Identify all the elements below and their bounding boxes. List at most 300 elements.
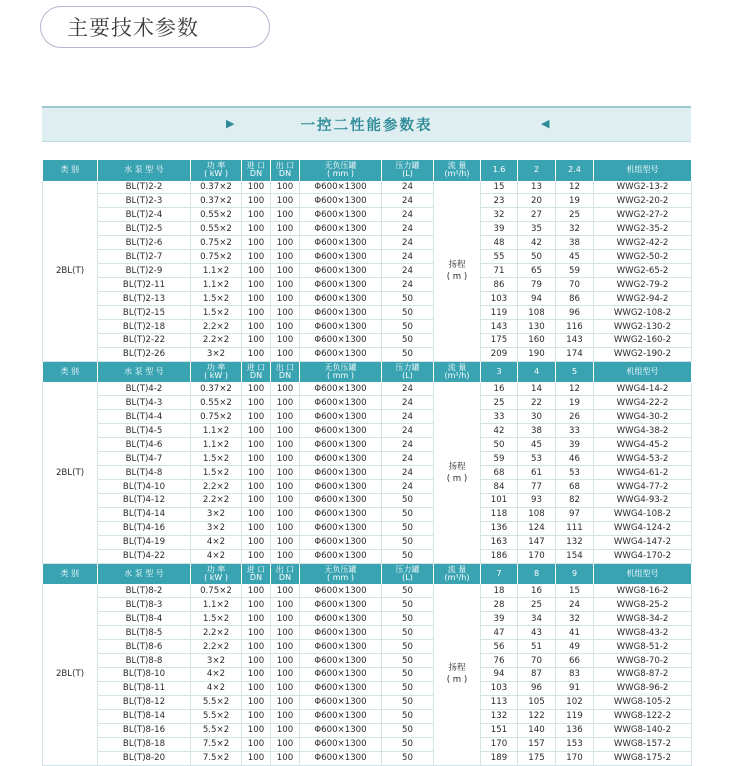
head-value-cell: 71 <box>481 264 518 278</box>
unit-model-cell: WWG4-38-2 <box>594 424 692 438</box>
model-cell: BL(T)8-20 <box>98 751 191 765</box>
tank-cell: Φ600×1300 <box>300 654 382 668</box>
power-cell: 0.55×2 <box>191 396 242 410</box>
pressure-tank-cell: 24 <box>382 222 434 236</box>
tank-cell: Φ600×1300 <box>300 236 382 250</box>
head-value-cell: 34 <box>518 612 556 626</box>
tank-cell: Φ600×1300 <box>300 480 382 494</box>
header-tank-label: 无负压罐 <box>324 160 357 170</box>
power-cell: 4×2 <box>191 681 242 695</box>
head-value-cell: 59 <box>556 264 594 278</box>
head-value-cell: 13 <box>518 181 556 194</box>
table-row <box>43 521 692 535</box>
header-inlet <box>242 361 271 382</box>
table-row <box>43 480 692 494</box>
head-value-cell: 47 <box>481 626 518 640</box>
header-flow-unit: (m³/h) <box>444 371 470 381</box>
head-value-cell: 53 <box>518 452 556 466</box>
header-inlet-unit: DN <box>249 371 263 381</box>
model-cell: BL(T)2-5 <box>98 222 191 236</box>
power-cell: 1.5×2 <box>191 466 242 480</box>
head-value-cell: 86 <box>481 278 518 292</box>
outlet-cell: 100 <box>271 695 300 709</box>
outlet-cell: 100 <box>271 208 300 222</box>
table-row <box>43 264 692 278</box>
pressure-tank-cell: 24 <box>382 208 434 222</box>
power-cell: 2.2×2 <box>191 480 242 494</box>
pressure-tank-cell: 24 <box>382 264 434 278</box>
model-cell: BL(T)4-19 <box>98 535 191 549</box>
tank-cell: Φ600×1300 <box>300 466 382 480</box>
pressure-tank-cell: 50 <box>382 612 434 626</box>
inlet-cell: 100 <box>242 695 271 709</box>
outlet-cell: 100 <box>271 264 300 278</box>
header-outlet <box>271 361 300 382</box>
tank-cell: Φ600×1300 <box>300 347 382 361</box>
header-tank <box>300 563 382 584</box>
arrow-left-icon: ◀ <box>541 117 550 130</box>
header-model-label: 水 泵 型 号 <box>124 366 164 376</box>
tank-cell: Φ600×1300 <box>300 292 382 306</box>
head-value-cell: 143 <box>556 333 594 347</box>
model-cell: BL(T)8-18 <box>98 737 191 751</box>
model-cell: BL(T)8-11 <box>98 681 191 695</box>
pressure-tank-cell: 50 <box>382 737 434 751</box>
header-model <box>98 563 191 584</box>
outlet-cell: 100 <box>271 382 300 395</box>
head-value-cell: 119 <box>481 306 518 320</box>
tank-cell: Φ600×1300 <box>300 396 382 410</box>
head-value-cell: 157 <box>518 737 556 751</box>
pressure-tank-cell: 50 <box>382 668 434 682</box>
table-row <box>43 452 692 466</box>
header-flow-unit: (m³/h) <box>444 169 470 179</box>
unit-model-cell: WWG8-34-2 <box>594 612 692 626</box>
head-value-cell: 33 <box>556 424 594 438</box>
page-title: 主要技术参数 <box>40 6 270 48</box>
pressure-tank-cell: 50 <box>382 626 434 640</box>
model-cell: BL(T)4-16 <box>98 521 191 535</box>
model-cell: BL(T)4-6 <box>98 438 191 452</box>
unit-model-cell: WWG4-22-2 <box>594 396 692 410</box>
unit-model-cell: WWG8-96-2 <box>594 681 692 695</box>
outlet-cell: 100 <box>271 236 300 250</box>
unit-model-cell: WWG4-124-2 <box>594 521 692 535</box>
table-row <box>43 396 692 410</box>
tank-cell: Φ600×1300 <box>300 709 382 723</box>
head-value-cell: 66 <box>556 654 594 668</box>
tank-cell: Φ600×1300 <box>300 695 382 709</box>
header-outlet <box>271 160 300 181</box>
model-cell: BL(T)2-18 <box>98 320 191 334</box>
head-value-cell: 68 <box>481 466 518 480</box>
power-cell: 1.5×2 <box>191 612 242 626</box>
power-cell: 4×2 <box>191 535 242 549</box>
inlet-cell: 100 <box>242 396 271 410</box>
head-value-cell: 12 <box>556 382 594 395</box>
unit-model-cell: WWG4-108-2 <box>594 507 692 521</box>
outlet-cell: 100 <box>271 737 300 751</box>
pressure-tank-cell: 24 <box>382 480 434 494</box>
head-value-cell: 84 <box>481 480 518 494</box>
head-value-cell: 42 <box>518 236 556 250</box>
tank-cell: Φ600×1300 <box>300 222 382 236</box>
head-value-cell: 20 <box>518 194 556 208</box>
header-outlet-label: 出 口 <box>275 362 295 372</box>
pressure-tank-cell: 24 <box>382 278 434 292</box>
outlet-cell: 100 <box>271 306 300 320</box>
model-cell: BL(T)8-5 <box>98 626 191 640</box>
power-cell: 2.2×2 <box>191 333 242 347</box>
unit-model-cell: WWG4-30-2 <box>594 410 692 424</box>
power-cell: 1.1×2 <box>191 264 242 278</box>
outlet-cell: 100 <box>271 494 300 508</box>
header-power <box>191 160 242 181</box>
head-value-cell: 143 <box>481 320 518 334</box>
head-value-cell: 190 <box>518 347 556 361</box>
inlet-cell: 100 <box>242 737 271 751</box>
head-value-cell: 160 <box>518 333 556 347</box>
outlet-cell: 100 <box>271 396 300 410</box>
header-category-label: 类 别 <box>60 165 80 174</box>
tank-cell: Φ600×1300 <box>300 737 382 751</box>
pressure-tank-cell: 24 <box>382 250 434 264</box>
table-row <box>43 438 692 452</box>
outlet-cell: 100 <box>271 410 300 424</box>
table-row <box>43 382 692 395</box>
header-pressure-tank-unit: (L) <box>402 573 413 583</box>
header-inlet-unit: DN <box>249 169 263 179</box>
head-value-cell: 45 <box>518 438 556 452</box>
unit-model-cell: WWG2-79-2 <box>594 278 692 292</box>
outlet-cell: 100 <box>271 584 300 597</box>
inlet-cell: 100 <box>242 598 271 612</box>
lift-unit: ( m ) <box>446 675 468 686</box>
head-value-cell: 101 <box>481 494 518 508</box>
pressure-tank-cell: 50 <box>382 292 434 306</box>
header-pressure-tank <box>382 563 434 584</box>
model-cell: BL(T)2-7 <box>98 250 191 264</box>
head-value-cell: 30 <box>518 410 556 424</box>
model-cell: BL(T)8-10 <box>98 668 191 682</box>
header-inlet-label: 进 口 <box>246 160 266 170</box>
power-cell: 3×2 <box>191 654 242 668</box>
head-value-cell: 97 <box>556 507 594 521</box>
inlet-cell: 100 <box>242 640 271 654</box>
header-inlet-label: 进 口 <box>246 564 266 574</box>
lift-label: 扬程 <box>448 259 466 270</box>
power-cell: 1.1×2 <box>191 424 242 438</box>
header-outlet <box>271 563 300 584</box>
power-cell: 2.2×2 <box>191 640 242 654</box>
inlet-cell: 100 <box>242 709 271 723</box>
head-value-cell: 147 <box>518 535 556 549</box>
head-value-cell: 24 <box>556 598 594 612</box>
pressure-tank-cell: 50 <box>382 654 434 668</box>
unit-model-cell: WWG4-77-2 <box>594 480 692 494</box>
head-value-cell: 91 <box>556 681 594 695</box>
tank-cell: Φ600×1300 <box>300 626 382 640</box>
unit-model-cell: WWG8-16-2 <box>594 584 692 597</box>
head-value-cell: 108 <box>518 507 556 521</box>
model-cell: BL(T)4-10 <box>98 480 191 494</box>
head-value-cell: 50 <box>518 250 556 264</box>
table-row <box>43 709 692 723</box>
model-cell: BL(T)4-12 <box>98 494 191 508</box>
power-cell: 0.37×2 <box>191 194 242 208</box>
header-tank-unit: ( mm ) <box>327 169 354 179</box>
model-cell: BL(T)2-4 <box>98 208 191 222</box>
header-category-label: 类 别 <box>60 568 80 578</box>
head-value-cell: 38 <box>556 236 594 250</box>
inlet-cell: 100 <box>242 626 271 640</box>
head-value-cell: 124 <box>518 521 556 535</box>
pressure-tank-cell: 50 <box>382 507 434 521</box>
inlet-cell: 100 <box>242 466 271 480</box>
model-cell: BL(T)2-13 <box>98 292 191 306</box>
table-row <box>43 612 692 626</box>
head-value-cell: 94 <box>481 668 518 682</box>
tank-cell: Φ600×1300 <box>300 208 382 222</box>
inlet-cell: 100 <box>242 424 271 438</box>
head-value-cell: 16 <box>518 584 556 597</box>
power-cell: 3×2 <box>191 347 242 361</box>
pressure-tank-cell: 50 <box>382 535 434 549</box>
inlet-cell: 100 <box>242 681 271 695</box>
model-cell: BL(T)8-16 <box>98 723 191 737</box>
head-value-cell: 42 <box>481 424 518 438</box>
head-value-cell: 55 <box>481 250 518 264</box>
table-row <box>43 549 692 563</box>
inlet-cell: 100 <box>242 194 271 208</box>
header-model <box>98 160 191 181</box>
inlet-cell: 100 <box>242 382 271 395</box>
lift-cell <box>434 584 481 765</box>
tank-cell: Φ600×1300 <box>300 438 382 452</box>
tank-cell: Φ600×1300 <box>300 194 382 208</box>
outlet-cell: 100 <box>271 466 300 480</box>
head-value-cell: 23 <box>481 194 518 208</box>
power-cell: 1.5×2 <box>191 452 242 466</box>
table-row <box>43 424 692 438</box>
header-flow-value: 3 <box>481 361 518 382</box>
table-row <box>43 306 692 320</box>
header-flow <box>434 361 481 382</box>
inlet-cell: 100 <box>242 452 271 466</box>
outlet-cell: 100 <box>271 222 300 236</box>
head-value-cell: 27 <box>518 208 556 222</box>
header-outlet-label: 出 口 <box>275 160 295 170</box>
header-category <box>43 563 98 584</box>
head-value-cell: 209 <box>481 347 518 361</box>
head-value-cell: 15 <box>556 584 594 597</box>
header-flow <box>434 563 481 584</box>
head-value-cell: 119 <box>556 709 594 723</box>
table-row <box>43 466 692 480</box>
tank-cell: Φ600×1300 <box>300 410 382 424</box>
lift-cell <box>434 382 481 563</box>
table-row <box>43 208 692 222</box>
header-power-unit: ( kW ) <box>204 573 228 583</box>
table-row <box>43 535 692 549</box>
header-flow-label: 流 量 <box>447 160 467 170</box>
head-value-cell: 122 <box>518 709 556 723</box>
head-value-cell: 118 <box>481 507 518 521</box>
head-value-cell: 175 <box>481 333 518 347</box>
tank-cell: Φ600×1300 <box>300 306 382 320</box>
power-cell: 1.1×2 <box>191 598 242 612</box>
unit-model-cell: WWG2-190-2 <box>594 347 692 361</box>
head-value-cell: 19 <box>556 396 594 410</box>
outlet-cell: 100 <box>271 668 300 682</box>
table-row <box>43 278 692 292</box>
inlet-cell: 100 <box>242 222 271 236</box>
head-value-cell: 53 <box>556 466 594 480</box>
header-flow-label: 流 量 <box>447 564 467 574</box>
head-value-cell: 41 <box>556 626 594 640</box>
header-flow-value: 8 <box>518 563 556 584</box>
power-cell: 1.1×2 <box>191 438 242 452</box>
outlet-cell: 100 <box>271 424 300 438</box>
lift-unit: ( m ) <box>446 473 468 484</box>
header-tank-label: 无负压罐 <box>324 362 357 372</box>
head-value-cell: 25 <box>556 208 594 222</box>
inlet-cell: 100 <box>242 654 271 668</box>
tank-cell: Φ600×1300 <box>300 521 382 535</box>
header-inlet-label: 进 口 <box>246 362 266 372</box>
head-value-cell: 94 <box>518 292 556 306</box>
power-cell: 1.1×2 <box>191 278 242 292</box>
pressure-tank-cell: 24 <box>382 424 434 438</box>
inlet-cell: 100 <box>242 306 271 320</box>
power-cell: 0.75×2 <box>191 250 242 264</box>
pressure-tank-cell: 24 <box>382 438 434 452</box>
tank-cell: Φ600×1300 <box>300 751 382 765</box>
header-tank-unit: ( mm ) <box>327 371 354 381</box>
tank-cell: Φ600×1300 <box>300 494 382 508</box>
outlet-cell: 100 <box>271 751 300 765</box>
model-cell: BL(T)8-3 <box>98 598 191 612</box>
power-cell: 2.2×2 <box>191 626 242 640</box>
unit-model-cell: WWG2-94-2 <box>594 292 692 306</box>
pressure-tank-cell: 24 <box>382 236 434 250</box>
pressure-tank-cell: 50 <box>382 584 434 597</box>
unit-model-cell: WWG2-13-2 <box>594 181 692 194</box>
power-cell: 0.75×2 <box>191 236 242 250</box>
pressure-tank-cell: 50 <box>382 695 434 709</box>
outlet-cell: 100 <box>271 480 300 494</box>
head-value-cell: 56 <box>481 640 518 654</box>
tank-cell: Φ600×1300 <box>300 584 382 597</box>
table-title: 一控二性能参数表 <box>300 118 433 134</box>
model-cell: BL(T)2-22 <box>98 333 191 347</box>
table-row <box>43 668 692 682</box>
head-value-cell: 130 <box>518 320 556 334</box>
header-pressure-tank-label: 压力罐 <box>395 362 420 372</box>
pressure-tank-cell: 50 <box>382 640 434 654</box>
tank-cell: Φ600×1300 <box>300 640 382 654</box>
head-value-cell: 25 <box>481 396 518 410</box>
model-cell: BL(T)4-3 <box>98 396 191 410</box>
head-value-cell: 170 <box>518 549 556 563</box>
unit-model-cell: WWG8-51-2 <box>594 640 692 654</box>
tank-cell: Φ600×1300 <box>300 250 382 264</box>
outlet-cell: 100 <box>271 194 300 208</box>
outlet-cell: 100 <box>271 723 300 737</box>
head-value-cell: 77 <box>518 480 556 494</box>
head-value-cell: 46 <box>556 452 594 466</box>
power-cell: 1.5×2 <box>191 306 242 320</box>
inlet-cell: 100 <box>242 236 271 250</box>
header-unit-model <box>594 563 692 584</box>
header-flow-label: 流 量 <box>447 362 467 372</box>
unit-model-cell: WWG2-160-2 <box>594 333 692 347</box>
tank-cell: Φ600×1300 <box>300 535 382 549</box>
table-row <box>43 194 692 208</box>
table-row <box>43 250 692 264</box>
tank-cell: Φ600×1300 <box>300 681 382 695</box>
head-value-cell: 86 <box>556 292 594 306</box>
table-row <box>43 681 692 695</box>
power-cell: 0.75×2 <box>191 584 242 597</box>
header-outlet-unit: DN <box>278 573 292 583</box>
header-pressure-tank-label: 压力罐 <box>395 564 420 574</box>
table-row <box>43 222 692 236</box>
head-value-cell: 28 <box>481 598 518 612</box>
header-tank <box>300 361 382 382</box>
inlet-cell: 100 <box>242 347 271 361</box>
header-flow-value: 5 <box>556 361 594 382</box>
category-cell: 2BL(T) <box>43 382 98 563</box>
outlet-cell: 100 <box>271 438 300 452</box>
model-cell: BL(T)8-8 <box>98 654 191 668</box>
pressure-tank-cell: 24 <box>382 410 434 424</box>
header-power-label: 功 率 <box>206 160 226 170</box>
outlet-cell: 100 <box>271 612 300 626</box>
model-cell: BL(T)2-26 <box>98 347 191 361</box>
head-value-cell: 79 <box>518 278 556 292</box>
head-value-cell: 59 <box>481 452 518 466</box>
outlet-cell: 100 <box>271 347 300 361</box>
head-value-cell: 163 <box>481 535 518 549</box>
model-cell: BL(T)4-22 <box>98 549 191 563</box>
header-power <box>191 361 242 382</box>
tank-cell: Φ600×1300 <box>300 598 382 612</box>
header-pressure-tank-label: 压力罐 <box>395 160 420 170</box>
tank-cell: Φ600×1300 <box>300 333 382 347</box>
inlet-cell: 100 <box>242 438 271 452</box>
head-value-cell: 113 <box>481 695 518 709</box>
head-value-cell: 170 <box>481 737 518 751</box>
model-cell: BL(T)2-11 <box>98 278 191 292</box>
head-value-cell: 189 <box>481 751 518 765</box>
header-pressure-tank-unit: (L) <box>402 169 413 179</box>
header-flow-value: 2 <box>518 160 556 181</box>
head-value-cell: 76 <box>481 654 518 668</box>
unit-model-cell: WWG4-170-2 <box>594 549 692 563</box>
pressure-tank-cell: 50 <box>382 751 434 765</box>
model-cell: BL(T)2-15 <box>98 306 191 320</box>
outlet-cell: 100 <box>271 654 300 668</box>
head-value-cell: 87 <box>518 668 556 682</box>
outlet-cell: 100 <box>271 709 300 723</box>
model-cell: BL(T)2-6 <box>98 236 191 250</box>
head-value-cell: 39 <box>556 438 594 452</box>
table-row <box>43 751 692 765</box>
unit-model-cell: WWG4-93-2 <box>594 494 692 508</box>
head-value-cell: 39 <box>481 612 518 626</box>
inlet-cell: 100 <box>242 250 271 264</box>
